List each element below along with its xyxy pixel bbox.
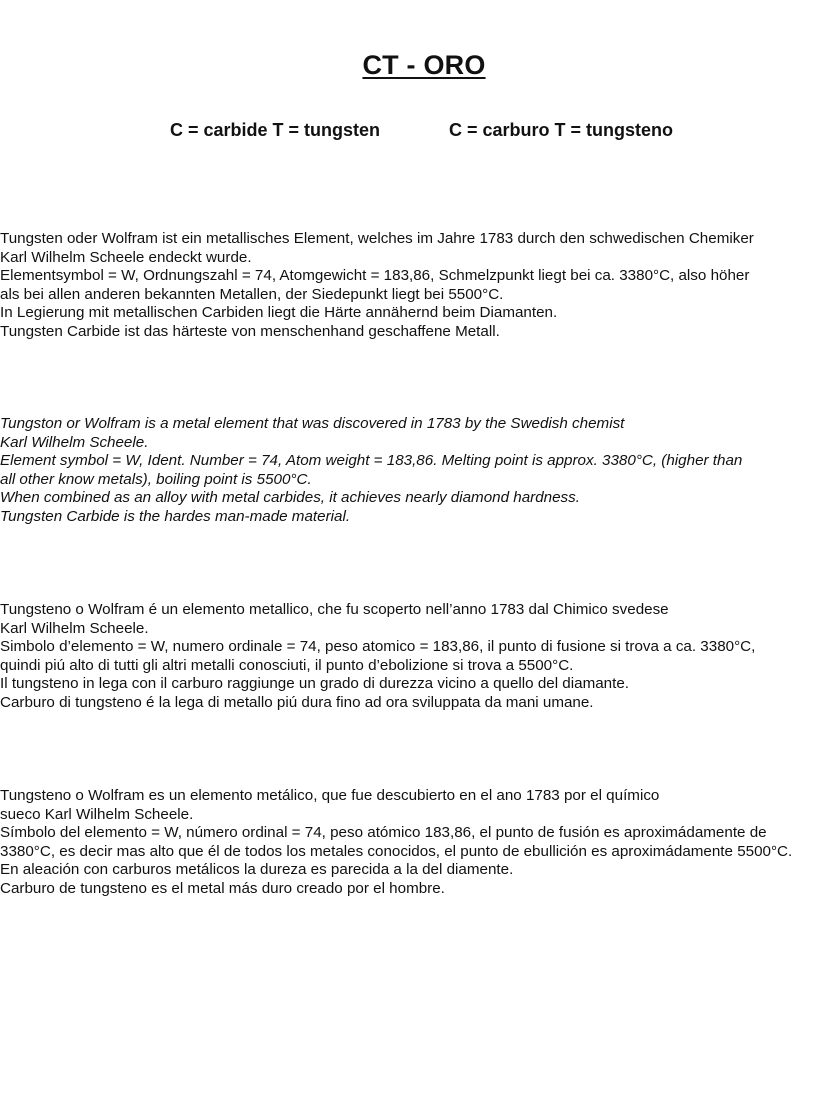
paragraph-line: Karl Wilhelm Scheele.	[0, 433, 149, 451]
paragraph-line: Karl Wilhelm Scheele endeckt wurde.	[0, 248, 252, 266]
paragraph-line: 3380°C, es decir mas alto que él de todos los metales conocidos, el punto de ebullición es aproximádamente 5500°C.	[0, 842, 793, 860]
paragraph-line: sueco Karl Wilhelm Scheele.	[0, 805, 194, 823]
paragraph-line: In Legierung mit metallischen Carbiden liegt die Härte annähernd beim Diamanten.	[0, 304, 558, 321]
paragraph-line: En aleación con carburos metálicos la dureza es parecida a la del diamente.	[0, 861, 514, 878]
paragraph-line: quindi piú alto di tutti gli altri metalli conosciuti, il punto d’ebolizione si trova a 5500°C.	[0, 656, 574, 674]
paragraph-line: Carburo de tungsteno es el metal más duro creado por el hombre.	[0, 879, 445, 897]
paragraph-line: Tungsten Carbide ist das härteste von menschenhand geschaffene Metall.	[0, 322, 500, 340]
paragraph-german	[0, 230, 812, 341]
paragraph-line: all other know metals), boiling point is 5500°C.	[0, 470, 312, 488]
paragraph-line: Tungston or Wolfram is a metal element that was discovered in 1783 by the Swedish chemist	[0, 415, 625, 432]
paragraph-line: Tungsten oder Wolfram ist ein metallisches Element, welches im Jahre 1783 durch den schwedischen Chemiker	[0, 230, 754, 247]
subtitle-italian: C = carburo T = tungsteno	[449, 120, 674, 140]
paragraph-line: When combined as an alloy with metal carbides, it achieves nearly diamond hardness.	[0, 489, 580, 506]
page-title: CT - ORO	[362, 50, 486, 80]
paragraph-italian	[0, 601, 812, 712]
paragraph-spanish	[0, 787, 812, 898]
subtitle-english: C = carbide T = tungsten	[170, 120, 381, 140]
paragraph-english	[0, 415, 812, 526]
paragraph-line: Símbolo del elemento = W, número ordinal = 74, peso atómico 183,86, el punto de fusión es aproximádamente de	[0, 824, 767, 841]
paragraph-line: Il tungsteno in lega con il carburo raggiunge un grado di durezza vicino a quello del diamante.	[0, 675, 630, 692]
paragraph-line: Tungsteno o Wolfram es un elemento metálico, que fue descubierto en el ano 1783 por el químico	[0, 787, 660, 804]
paragraph-line: Element symbol = W, Ident. Number = 74, Atom weight = 183,86. Melting point is approx. 3380°C, (higher than	[0, 452, 743, 469]
paragraph-line: Karl Wilhelm Scheele.	[0, 619, 149, 637]
paragraph-line: Simbolo d’elemento = W, numero ordinale = 74, peso atomico = 183,86, il punto di fusione si trova a ca. 3380°C,	[0, 638, 756, 655]
paragraph-line: Tungsteno o Wolfram é un elemento metallico, che fu scoperto nell’anno 1783 dal Chimico svedese	[0, 601, 669, 618]
paragraph-line: Carburo di tungsteno é la lega di metallo piú dura fino ad ora sviluppata da mani umane.	[0, 693, 594, 711]
paragraph-line: als bei allen anderen bekannten Metallen, der Siedepunkt liegt bei 5500°C.	[0, 285, 504, 303]
paragraph-line: Elementsymbol = W, Ordnungszahl = 74, Atomgewicht = 183,86, Schmelzpunkt liegt bei ca. 3380°C, also höher	[0, 267, 750, 284]
paragraph-line: Tungsten Carbide is the hardes man-made material.	[0, 507, 351, 525]
